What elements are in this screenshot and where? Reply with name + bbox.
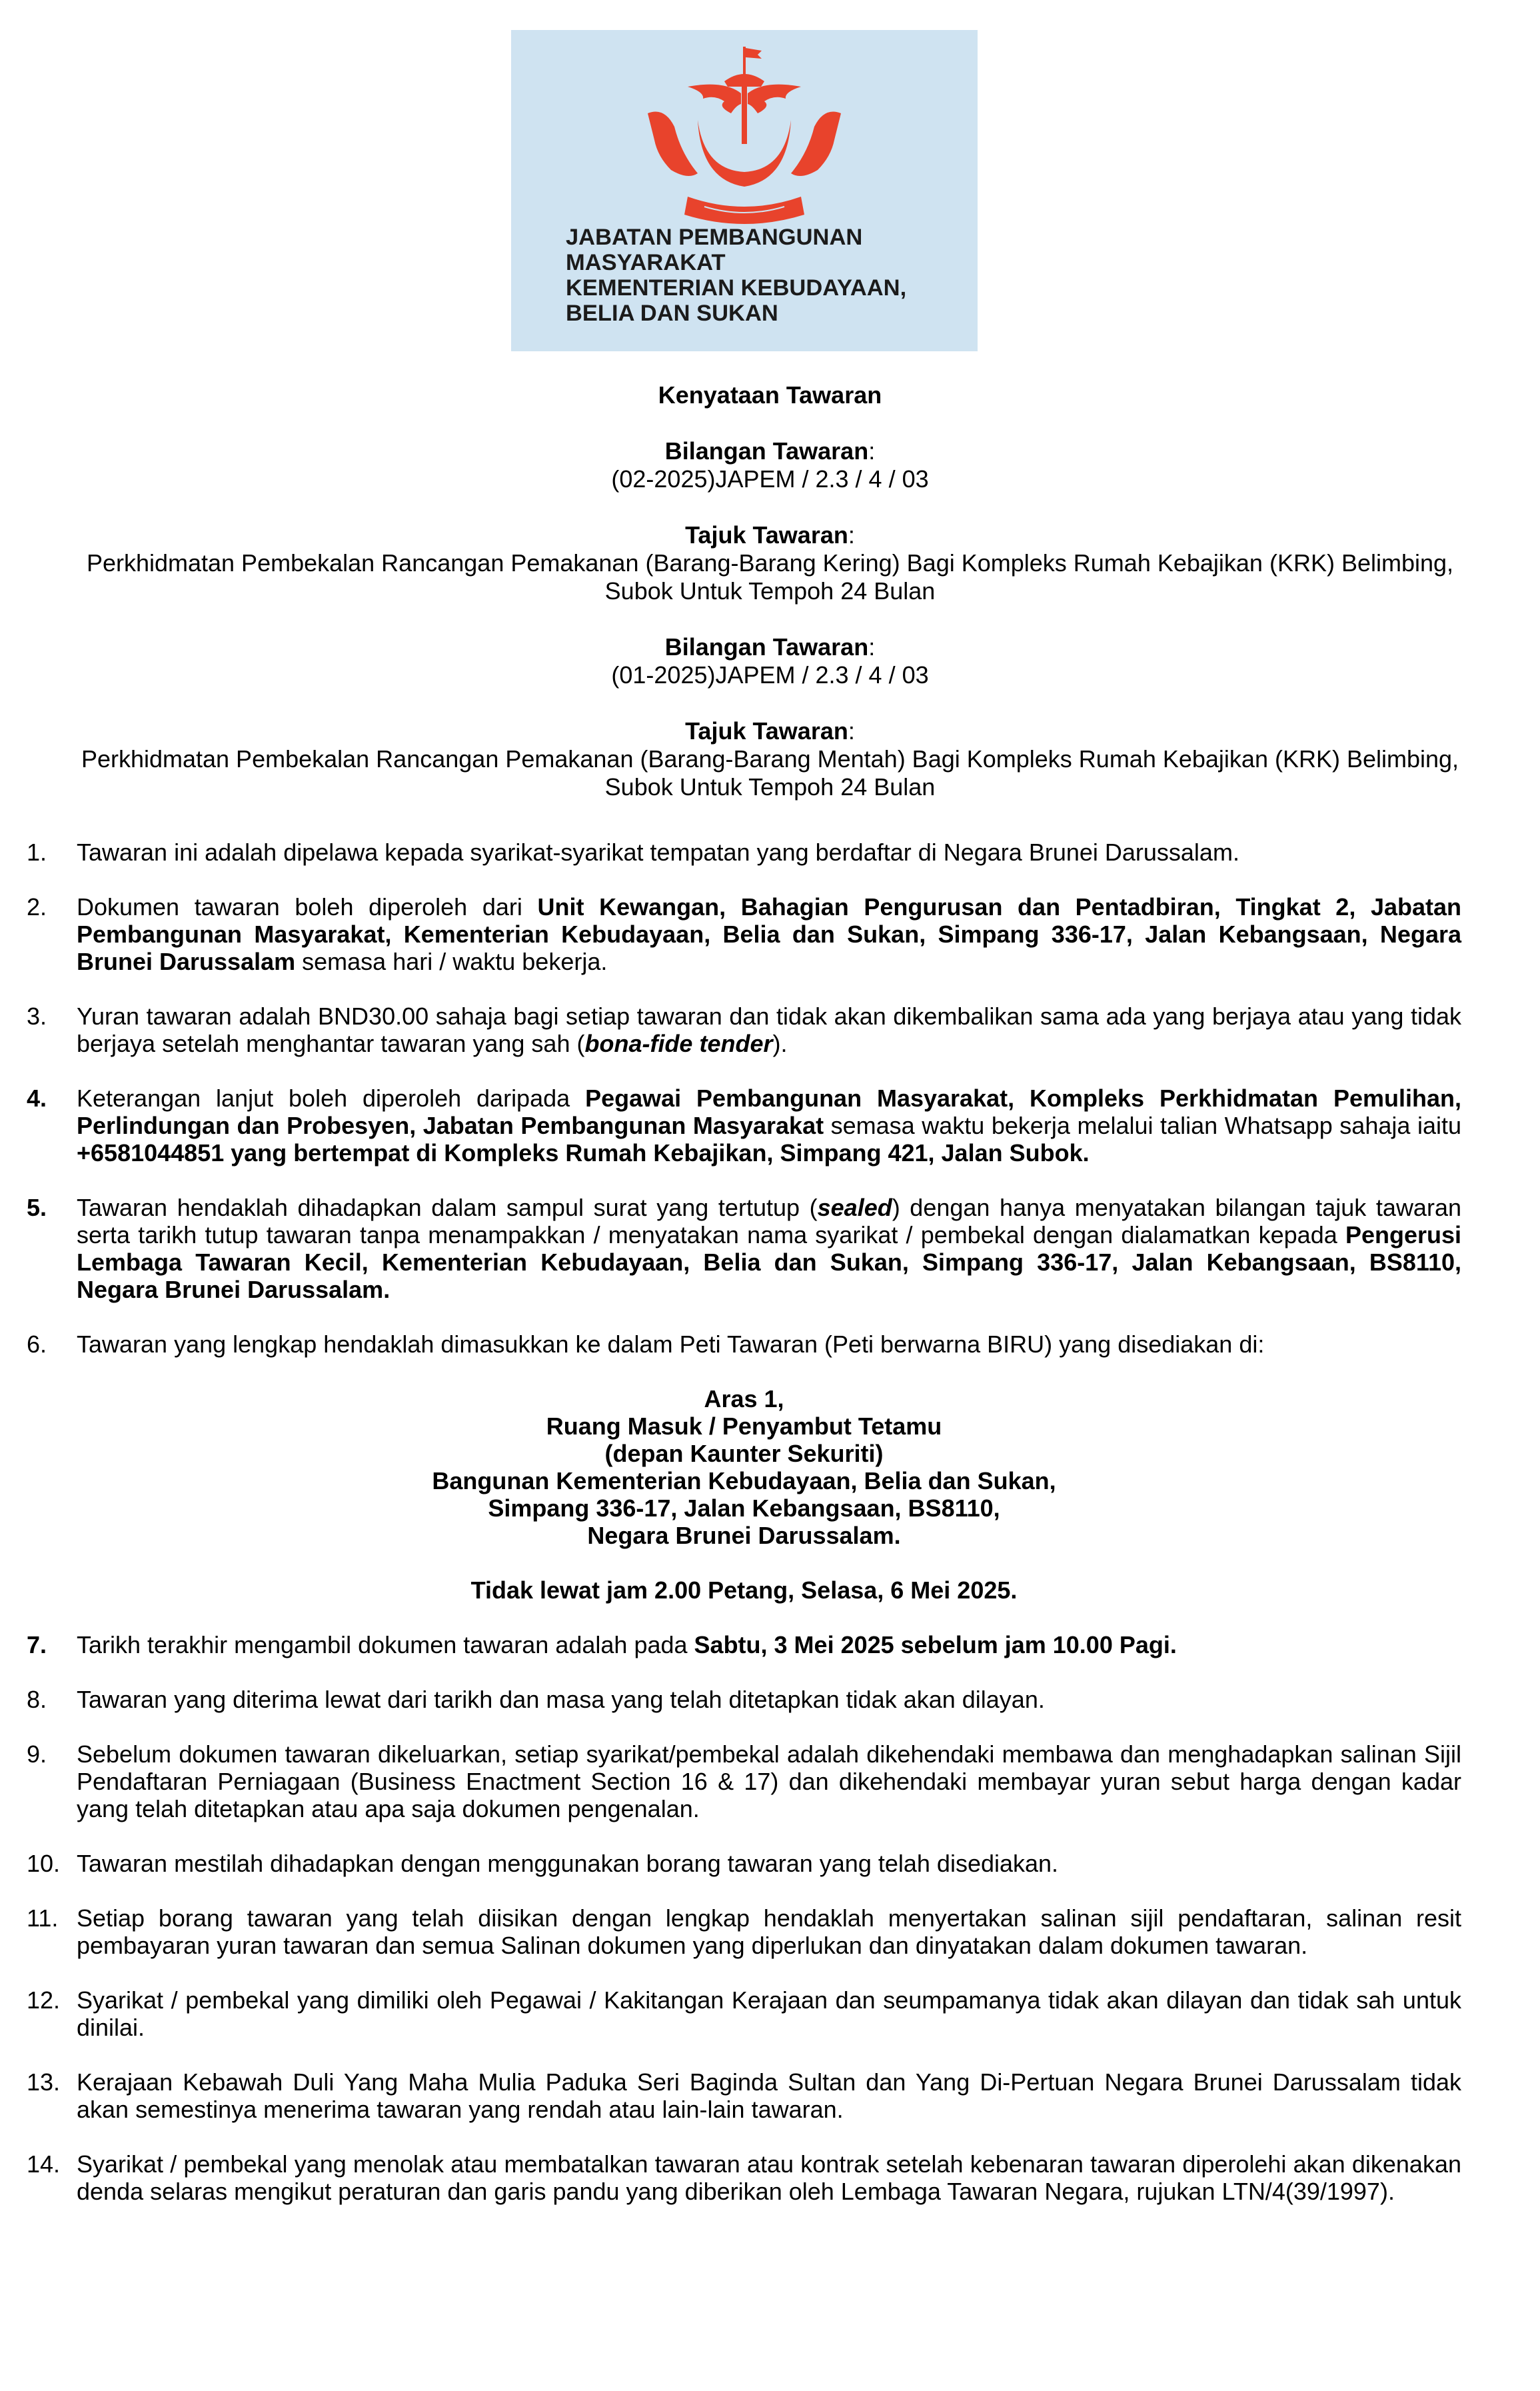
org-line-4: BELIA DAN SUKAN [566,301,778,326]
tender-title-line-1: Perkhidmatan Pembekalan Rancangan Pemakanan (Barang-Barang Mentah) Bagi Kompleks Rumah Kebajikan (KRK) Belimbing, [81,745,1459,773]
ministry-logo [511,30,978,351]
item-text: Dokumen tawaran boleh diperoleh dari [77,893,538,921]
tender-title-line-2: Subok Untuk Tempoh 24 Bulan [604,577,936,605]
item-text: Tarikh terakhir mengambil dokumen tawaran adalah pada [77,1631,694,1658]
item-bold-text: Unit Kewangan, Bahagian Pengurusan dan Pentadbiran, Tingkat 2, Jabatan Pembangunan Masyarakat, Kementerian Kebudayaan, Belia dan Sukan, Simpang 336-17, Jalan Kebangsaan, Negara Brunei Darussalam [77,893,1462,975]
item-text: Yuran tawaran adalah BND30.00 sahaja bagi setiap tawaran dan tidak akan dikembalikan sama ada yang berjaya atau yang tidak berjaya setelah menghantar tawaran yang sah ( [77,1003,1461,1057]
terms-list [27,839,1461,2205]
item-text: Kerajaan Kebawah Duli Yang Maha Mulia Paduka Seri Baginda Sultan dan Yang Di-Pertuan Negara Brunei Darussalam tidak akan semestinya menerima tawaran yang rendah atau lain-lain tawaran. [77,2068,1461,2123]
item-number: 13. [27,2068,61,2096]
list-item [27,1986,1461,2041]
list-item [27,839,1461,866]
item-text: Tawaran hendaklah dihadapkan dalam sampul surat yang tertutup ( [77,1194,818,1221]
item-number: 4. [27,1085,47,1112]
org-line-1: JABATAN PEMBANGUNAN [566,225,863,250]
tender-number: (01-2025)JAPEM / 2.3 / 4 / 03 [611,661,929,689]
item-text: Tawaran ini adalah dipelawa kepada syarikat-syarikat tempatan yang berdaftar di Negara Brunei Darussalam. [77,839,1239,866]
tender-box-address [27,1385,1461,1604]
tender-title-label: Tajuk Tawaran [685,717,848,745]
list-item [27,1003,1461,1057]
tender-number: (02-2025)JAPEM / 2.3 / 4 / 03 [611,465,929,493]
item-text: ). [772,1030,788,1057]
item-number: 9. [27,1740,47,1768]
item-text: Tawaran yang diterima lewat dari tarikh dan masa yang telah ditetapkan tidak akan dilayan. [77,1686,1045,1713]
list-item [27,2150,1461,2205]
item-text: Tawaran mestilah dihadapkan dengan menggunakan borang tawaran yang telah disediakan. [77,1850,1059,1877]
tender-title-label: Tajuk Tawaran [685,521,848,549]
tender-number-label: Bilangan Tawaran [664,437,869,465]
item-number: 8. [27,1686,47,1713]
item-text: Keterangan lanjut boleh diperoleh daripada [77,1085,586,1112]
item-text: Syarikat / pembekal yang menolak atau membatalkan tawaran atau kontrak setelah kebenaran tawaran diperolehi akan dikenakan denda selaras mengikut peraturan dan garis pandu yang diberikan oleh Lembaga Tawaran Negara, rujukan LTN/4(39/1997). [77,2150,1461,2205]
item-text: ) dengan hanya menyatakan bilangan tajuk tawaran serta tarikh tutup tawaran tanpa menampakkan / menyatakan nama syarikat / pembekal dengan dialamatkan kepada [77,1194,1461,1248]
national-crest-icon [624,40,864,240]
tender-title-line-2: Subok Untuk Tempoh 24 Bulan [604,773,936,801]
list-item [27,1194,1461,1303]
list-item [27,2068,1461,2123]
org-line-2: MASYARAKAT [566,250,726,275]
item-number: 6. [27,1330,47,1358]
address-line: Ruang Masuk / Penyambut Tetamu [546,1412,942,1440]
item-text: semasa hari / waktu bekerja. [295,948,608,975]
item-bold-text: Pengerusi Lembaga Tawaran Kecil, Kementerian Kebudayaan, Belia dan Sukan, Simpang 336-17, Jalan Kebangsaan, BS8110, Negara Brunei Darussalam. [77,1221,1461,1303]
document-title: Kenyataan Tawaran [658,381,882,409]
org-line-3: KEMENTERIAN KEBUDAYAAN, [566,275,907,301]
item-number: 14. [27,2150,61,2178]
item-bold-text: +6581044851 yang bertempat di Kompleks Rumah Kebajikan, Simpang 421, Jalan Subok. [77,1139,1090,1167]
item-text: Sebelum dokumen tawaran dikeluarkan, setiap syarikat/pembekal adalah dikehendaki membawa dan menghadapkan salinan Sijil Pendaftaran Perniagaan (Business Enactment Section 16 & 17) dan dikehendaki membayar yuran sebut harga dengan kadar yang telah ditetapkan atau apa saja dokumen pengenalan. [77,1740,1461,1822]
item-text: Syarikat / pembekal yang dimiliki oleh Pegawai / Kakitangan Kerajaan dan seumpamanya tidak akan dilayan dan tidak sah untuk dinilai. [77,1986,1461,2041]
address-line: Simpang 336-17, Jalan Kebangsaan, BS8110, [488,1494,1000,1522]
list-item [27,893,1461,975]
tender-title-line-1: Perkhidmatan Pembekalan Rancangan Pemakanan (Barang-Barang Kering) Bagi Kompleks Rumah Kebajikan (KRK) Belimbing, [86,549,1454,577]
list-item [27,1631,1461,1658]
item-number: 2. [27,893,47,921]
item-bold-italic-text: bona-fide tender [584,1030,773,1057]
item-number: 3. [27,1003,47,1030]
tender-header: Kenyataan Tawaran Bilangan Tawaran: (02-2025)JAPEM / 2.3 / 4 / 03 Tajuk Tawaran: Perkhidmatan Pembekalan Rancangan Pemakanan (Barang-Barang Kering) Bagi Kompleks Rumah Kebajikan (KRK) Belimbing, Subok Untuk Tempoh 24 Bulan Bilangan Tawaran: (01-2025)JAPEM / 2.3 / 4 / 03 Tajuk Tawaran: Perkhidmatan Pembekalan Rancangan Pemakanan (Barang-Barang Mentah) Bagi Kompleks Rumah Kebajikan (KRK) Belimbing, Subok Untuk Tempoh 24 Bulan [27,381,1513,801]
item-bold-text: Pegawai Pembangunan Masyarakat, Kompleks Perkhidmatan Pemulihan, Perlindungan dan Probesyen, Jabatan Pembangunan Masyarakat [77,1085,1461,1139]
item-bold-text: Sabtu, 3 Mei 2025 sebelum jam 10.00 Pagi. [694,1631,1177,1658]
address-line: Bangunan Kementerian Kebudayaan, Belia dan Sukan, [432,1467,1056,1494]
list-item [27,1740,1461,1822]
item-number: 7. [27,1631,47,1658]
item-text: Tawaran yang lengkap hendaklah dimasukkan ke dalam Peti Tawaran (Peti berwarna BIRU) yang disediakan di: [77,1330,1265,1358]
item-text: semasa waktu bekerja melalui talian Whatsapp sahaja iaitu [824,1112,1461,1139]
address-line: Aras 1, [704,1385,784,1412]
tender-number-label: Bilangan Tawaran [664,633,869,661]
item-number: 11. [27,1904,59,1932]
list-item [27,1904,1461,1959]
list-item [27,1850,1461,1877]
list-item [27,1085,1461,1167]
item-number: 10. [27,1850,61,1877]
organisation-name [511,225,978,326]
item-number: 5. [27,1194,47,1221]
address-line: Negara Brunei Darussalam. [587,1522,901,1549]
address-line: (depan Kaunter Sekuriti) [604,1440,884,1467]
item-text: Setiap borang tawaran yang telah diisikan dengan lengkap hendaklah menyertakan salinan sijil pendaftaran, salinan resit pembayaran yuran tawaran dan semua Salinan dokumen yang diperlukan dan dinyatakan dalam dokumen tawaran. [77,1904,1461,1959]
item-number: 1. [27,839,47,866]
closing-deadline: Tidak lewat jam 2.00 Petang, Selasa, 6 Mei 2025. [470,1576,1018,1604]
list-item [27,1686,1461,1713]
item-bold-italic-text: sealed [817,1194,892,1221]
item-number: 12. [27,1986,61,2014]
list-item [27,1330,1461,1358]
